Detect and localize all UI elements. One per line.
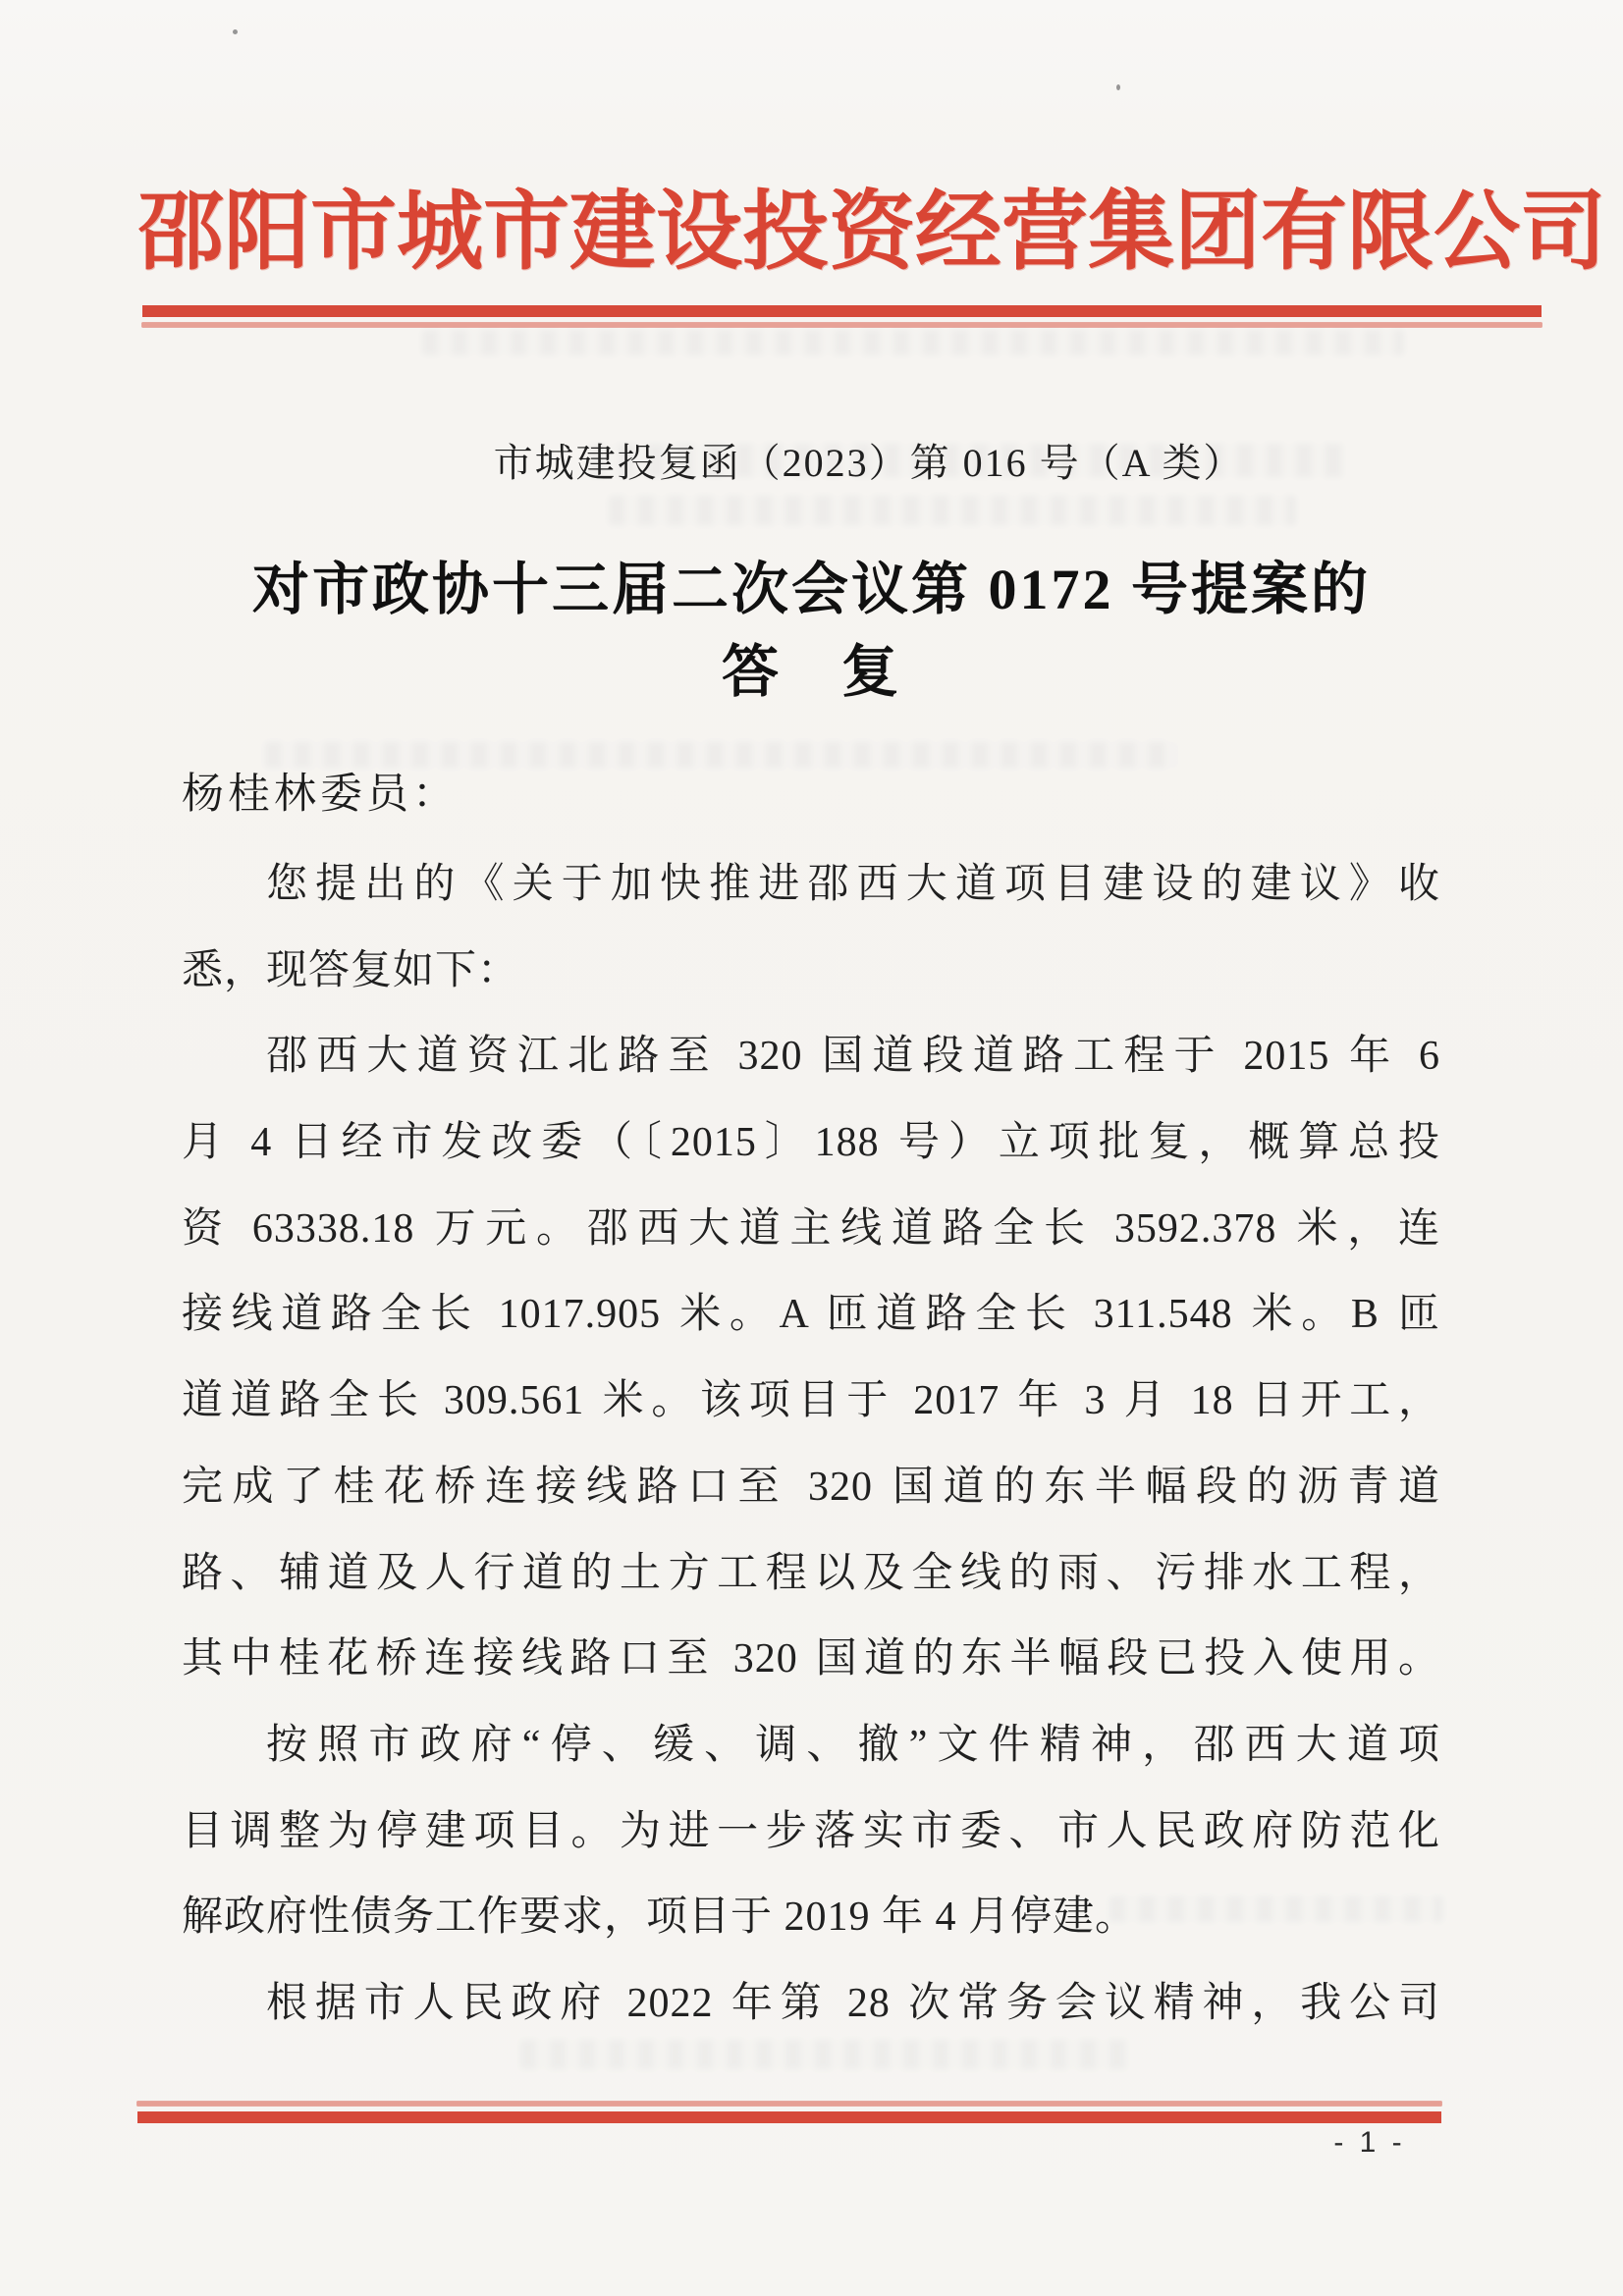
letterhead-title: 邵阳市城市建设投资经营集团有限公司 [137,186,1607,281]
bleedthrough-smudge [265,742,1178,768]
body-line: 接线道路全长 1017.905 米。A 匝道路全长 311.548 米。B 匝 [182,1292,1440,1338]
bleedthrough-smudge [609,496,1296,525]
scan-speck [1116,84,1120,90]
header-rule-thick [142,305,1542,317]
body-line: 根据市人民政府 2022 年第 28 次常务会议精神，我公司 [266,1980,1440,2026]
body-line: 目调整为停建项目。为进一步落实市委、市人民政府防范化 [182,1808,1440,1854]
body-line: 其中桂花桥连接线路口至 320 国道的东半幅段已投入使用。 [182,1636,1440,1682]
body-line: 悉，现答复如下： [182,947,520,993]
body-line: 您提出的《关于加快推进邵西大道项目建设的建议》收 [266,862,1440,907]
header-rule-thin [142,323,1542,327]
document-title [0,550,1623,715]
scan-speck [233,29,238,34]
body-line: 邵西大道资江北路至 320 国道段道路工程于 2015 年 6 [266,1034,1440,1080]
doc-reference-number: 市城建投复函（2023）第 016 号（A 类） [493,441,1245,485]
body-line: 解政府性债务工作要求，项目于 2019 年 4 月停建。 [182,1895,1138,1941]
body-line: 月 4 日经市发改委（〔2015〕188 号）立项批复，概算总投 [182,1120,1440,1166]
footer-rule-thin [137,2102,1441,2106]
body-line: 完成了桂花桥连接线路口至 320 国道的东半幅段的沥青道 [182,1464,1440,1510]
body-line: 按照市政府“停、缓、调、撤”文件精神，邵西大道项 [266,1722,1440,1768]
page-number: - 1 - [1333,2126,1406,2159]
salutation: 杨桂林委员： [182,772,459,818]
bleedthrough-smudge [422,330,1404,355]
footer-rule-thick [137,2111,1441,2123]
document-title-line2: 答 复 [721,640,901,704]
document-title-line1: 对市政协十三届二次会议第 0172 号提案的 [251,558,1371,621]
body-line: 资 63338.18 万元。邵西大道主线道路全长 3592.378 米，连 [182,1205,1440,1252]
body-text [182,842,1440,2048]
body-line: 道道路全长 309.561 米。该项目于 2017 年 3 月 18 日开工， [182,1378,1440,1424]
body-line: 路、辅道及人行道的土方工程以及全线的雨、污排水工程， [182,1550,1440,1596]
